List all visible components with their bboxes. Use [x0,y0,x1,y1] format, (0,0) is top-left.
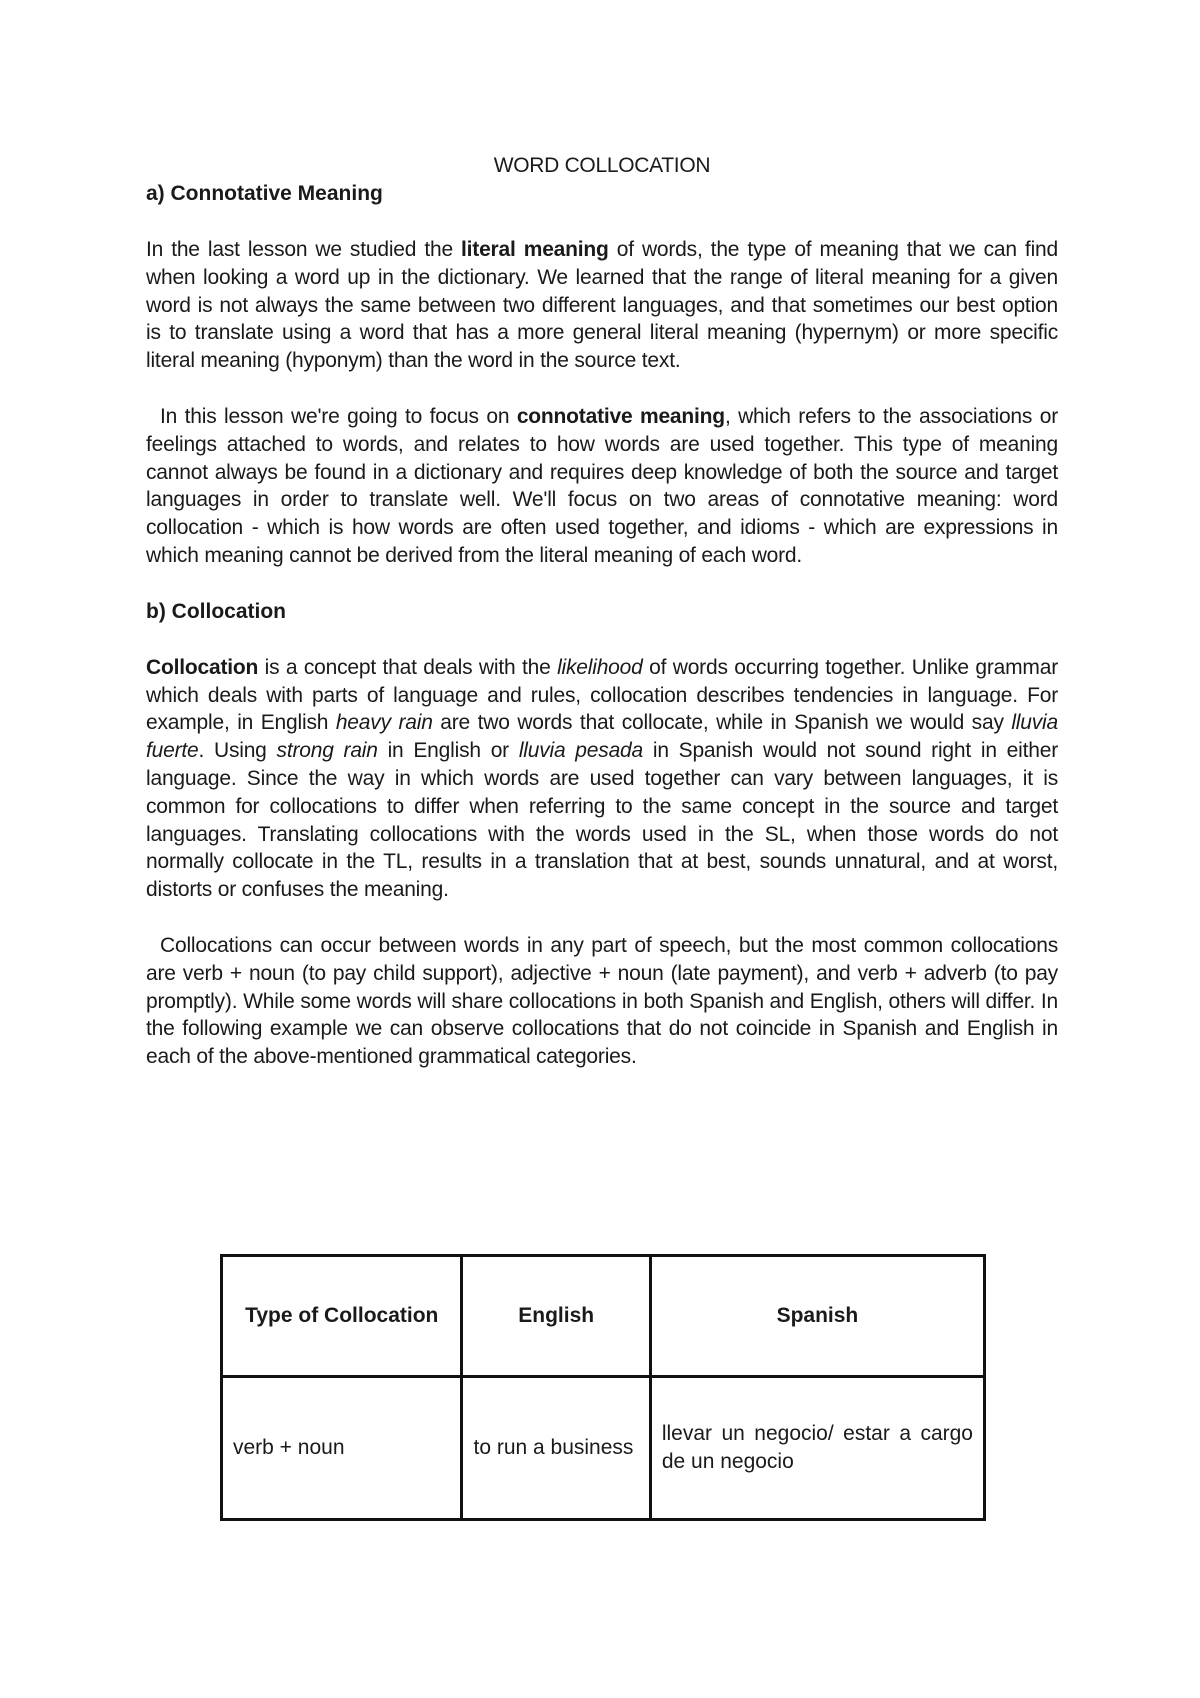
spacer [146,375,1058,403]
paragraph-collocation-definition [146,654,1058,904]
column-header-type: Type of Collocation [222,1256,462,1377]
spacer [146,208,1058,236]
column-header-spanish: Spanish [650,1256,984,1377]
paragraph-collocation-types: Collocations can occur between words in any part of speech, but the most common collocations are verb + noun (to pay child support), adjective + noun (late payment), and verb + adverb (to pay promptly). While some words will share collocations in both Spanish and English, others will differ. In the following example we can observe collocations that do not coincide in Spanish and English in each of the above-mentioned grammatical categories. [146,933,1058,1069]
text-run: in Spanish would not sound right in either language. Since the way in which words are used together can vary between languages, it is common for collocations to differ when referring to the same concept in the source and target languages. Translating collocations with the words used in the SL, when those words do not normally collocate in the TL, results in a translation that at best, sounds unnatural, and at worst, distorts or confuses the meaning. [146,739,1058,902]
cell-english: to run a business [462,1377,650,1520]
italic-term: lluvia fuerte [146,711,1058,763]
table-header-row [222,1256,985,1377]
text-run: of words, the type of meaning that we can find when looking a word up in the dictionary. We learned that the range of literal meaning for a given word is not always the same between two different languages, and that sometimes our best option is to translate using a word that has a more general literal meaning (hypernym) or more specific literal meaning (hyponym) than the word in the source text. [146,238,1058,373]
text-run: of words occurring together. Unlike grammar which deals with parts of language and rules, collocation describes tendencies in language. For example, in English [146,655,1058,735]
spacer [146,626,1058,654]
bold-term-connotative-meaning: connotative meaning [516,404,725,428]
text-run: In this lesson we're going to focus on [160,404,517,428]
text-run: , which refers to the associations or feelings attached to words, and relates to how words are used together. This type of meaning cannot always be found in a dictionary and requires deep knowledge of both the source and target languages in order to translate well. We'll focus on two areas of connotative meaning: word collocation - which is how words are often used together, and idioms - which are expressions in which meaning cannot be derived from the literal meaning of each word. [146,404,1058,567]
spacer [146,904,1058,932]
text-run: . Using [198,739,277,763]
table-row [222,1377,985,1520]
cell-type: verb + noun [222,1377,462,1520]
paragraph-literal-meaning [146,236,1058,375]
italic-term: strong rain [276,739,378,763]
column-header-english: English [462,1256,650,1377]
collocation-table-container [220,1254,986,1521]
collocation-table [220,1254,986,1521]
paragraph-connotative-meaning [146,403,1058,570]
cell-spanish: llevar un negocio/ estar a cargo de un negocio [650,1377,984,1520]
document-page [146,152,1058,1071]
italic-term: heavy rain [335,711,433,735]
text-run: In the last lesson we studied the [146,238,462,261]
bold-term-literal-meaning: literal meaning [461,238,609,261]
text-run: in English or [377,739,519,763]
document-title: WORD COLLOCATION [493,154,711,177]
bold-term-collocation: Collocation [146,655,259,679]
text-run: are two words that collocate, while in Spanish we would say [432,711,1012,735]
italic-term: lluvia pesada [518,739,644,763]
italic-term: likelihood [557,655,643,679]
spacer [146,570,1058,598]
text-run: is a concept that deals with the [258,655,558,679]
section-heading-collocation: b) Collocation [146,599,286,623]
section-heading-connotative-meaning: a) Connotative Meaning [146,182,383,205]
